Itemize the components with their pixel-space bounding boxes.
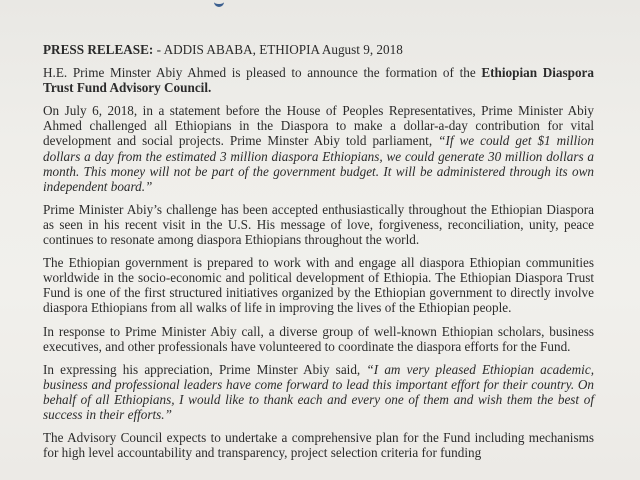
press-release-heading (43, 42, 594, 57)
dateline: - ADDIS ABABA, ETHIOPIA August 9, 2018 (153, 42, 403, 57)
paragraph-acceptance: Prime Minister Abiy’s challenge has been accepted enthusiastically throughout the Ethiopian Diaspora as seen in his recent visit in the U.S. His message of love, forgiveness, reconciliation, unity, peace continues to resonate among diaspora Ethiopians throughout the world. (43, 201, 594, 248)
paragraph-challenge-text: On July 6, 2018, in a statement before the House of Peoples Representatives, Prime Minister Abiy Ahmed challenged all Ethiopians in the Diaspora to make a dollar-a-day contribution for vital development and social projects. Prime Minster Abiy told parliament, (43, 103, 594, 149)
paragraph-challenge (43, 103, 594, 194)
paragraph-advisory-council: The Advisory Council expects to undertake a comprehensive plan for the Fund including mechanisms for high level accountability and transparency, project selection criteria for funding (43, 430, 594, 461)
press-release-body (43, 42, 594, 468)
paragraph-government: The Ethiopian government is prepared to work with and engage all diaspora Ethiopian communities worldwide in the socio-economic and political development of Ethiopia. The Ethiopian Diaspora Trust Fund is one of the first structured initiatives organized by the Ethiopian government to directly involve diaspora Ethiopians from all walks of life in improving the lives of the Ethiopian people. (43, 255, 594, 316)
paragraph-appreciation (43, 362, 594, 422)
letterhead-fragment (214, 0, 224, 7)
paragraph-announcement-text: H.E. Prime Minster Abiy Ahmed is pleased to announce the formation of the (43, 65, 482, 81)
paragraph-appreciation-text: In expressing his appreciation, Prime Minster Abiy said, (43, 361, 367, 377)
paragraph-response: In response to Prime Minister Abiy call, a diverse group of well-known Ethiopian scholars, business executives, and other professionals have volunteered to coordinate the diaspora efforts for the Fund. (43, 323, 594, 354)
prime-minister-quote: “If we could get $1 million dollars a day from the estimated 3 million diaspora Ethiopians, we could generate 30 million dollars a month. This money will not be part of the government budget. It will be administered through its own independent board.” (43, 133, 594, 194)
council-name: Ethiopian Diaspora Trust Fund Advisory Council. (43, 65, 594, 96)
appreciation-quote: “I am very pleased Ethiopian academic, business and professional leaders have come forward to lead this important effort for their country. On behalf of all Ethiopians, I would like to thank each and every one of them and wish them the best of success in their efforts.” (43, 361, 594, 422)
press-release-label: PRESS RELEASE: (43, 42, 154, 57)
paragraph-announcement (43, 65, 594, 95)
